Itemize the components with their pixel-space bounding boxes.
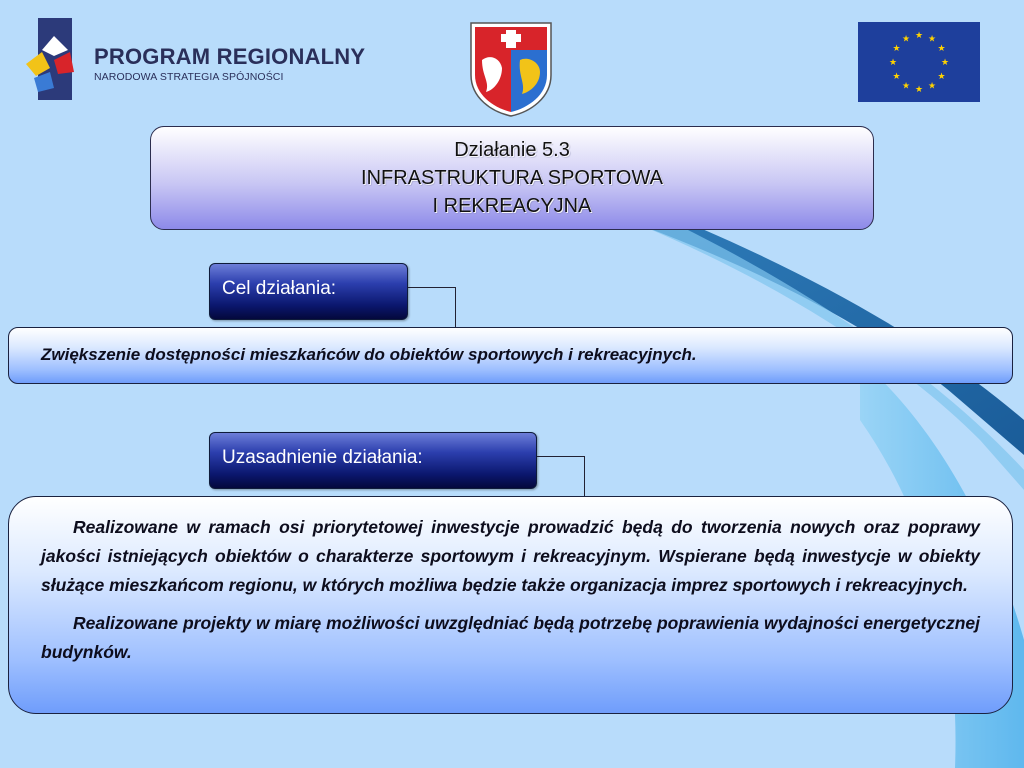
title-box xyxy=(150,126,874,230)
svg-text:★: ★ xyxy=(901,34,911,45)
svg-text:★: ★ xyxy=(892,44,901,54)
uzasadnienie-label-text: Uzasadnienie działania xyxy=(222,447,418,468)
uzasadnienie-paragraph-1: Realizowane w ramach osi priorytetowej inwestycje prowadzić będą do tworzenia nowych oraz poprawy jakości istniejących obiektów o charakterze sportowym i rekreacyjnym. Wspierane będą inwestycje w obiekty służące mieszkańcom regionu, w których możliwa będzie także organizacja imprez sportowych i rekreacyjnych. xyxy=(41,517,980,595)
cel-label-text: Cel działania xyxy=(222,278,331,299)
uzasadnienie-content-box xyxy=(8,496,1013,714)
cel-connector-line xyxy=(408,287,456,328)
cel-content-box xyxy=(8,327,1013,384)
svg-text:★: ★ xyxy=(937,44,946,54)
uzasadnienie-dzialania-label xyxy=(209,432,537,489)
svg-text:★: ★ xyxy=(892,72,901,82)
title-line-3: I REKREACYJNA xyxy=(432,195,592,217)
program-subtitle: NARODOWA STRATEGIA SPÓJNOŚCI xyxy=(94,71,284,83)
title-line-2: INFRASTRUKTURA SPORTOWA xyxy=(361,167,663,189)
svg-text:★: ★ xyxy=(888,58,898,68)
svg-text:★: ★ xyxy=(914,85,924,95)
cel-label-colon: : xyxy=(330,278,337,299)
svg-text:★: ★ xyxy=(940,58,950,68)
uzasadnienie-label-colon: : xyxy=(417,447,423,468)
cel-dzialania-label xyxy=(209,263,408,320)
svg-text:★: ★ xyxy=(901,81,911,92)
cel-text: Zwiększenie dostępności mieszkańców do obiektów sportowych i rekreacyjnych. xyxy=(41,345,697,364)
uzasadnienie-paragraph-2: Realizowane projekty w miarę możliwości uwzględniać będą potrzebę poprawienia wydajności energetycznej budynków. xyxy=(41,613,980,662)
program-regionalny-logo xyxy=(20,16,366,106)
eu-flag xyxy=(858,22,980,102)
podkarpackie-coat-of-arms xyxy=(468,20,554,118)
nss-emblem-icon xyxy=(20,16,90,106)
svg-text:★: ★ xyxy=(927,81,937,92)
uzasadnienie-connector-line xyxy=(537,456,585,497)
svg-text:★: ★ xyxy=(937,72,946,82)
svg-text:★: ★ xyxy=(914,31,924,41)
program-title: PROGRAM REGIONALNY xyxy=(94,44,366,69)
title-action-number: Działanie 5.3 xyxy=(454,139,570,161)
svg-text:★: ★ xyxy=(927,34,937,45)
